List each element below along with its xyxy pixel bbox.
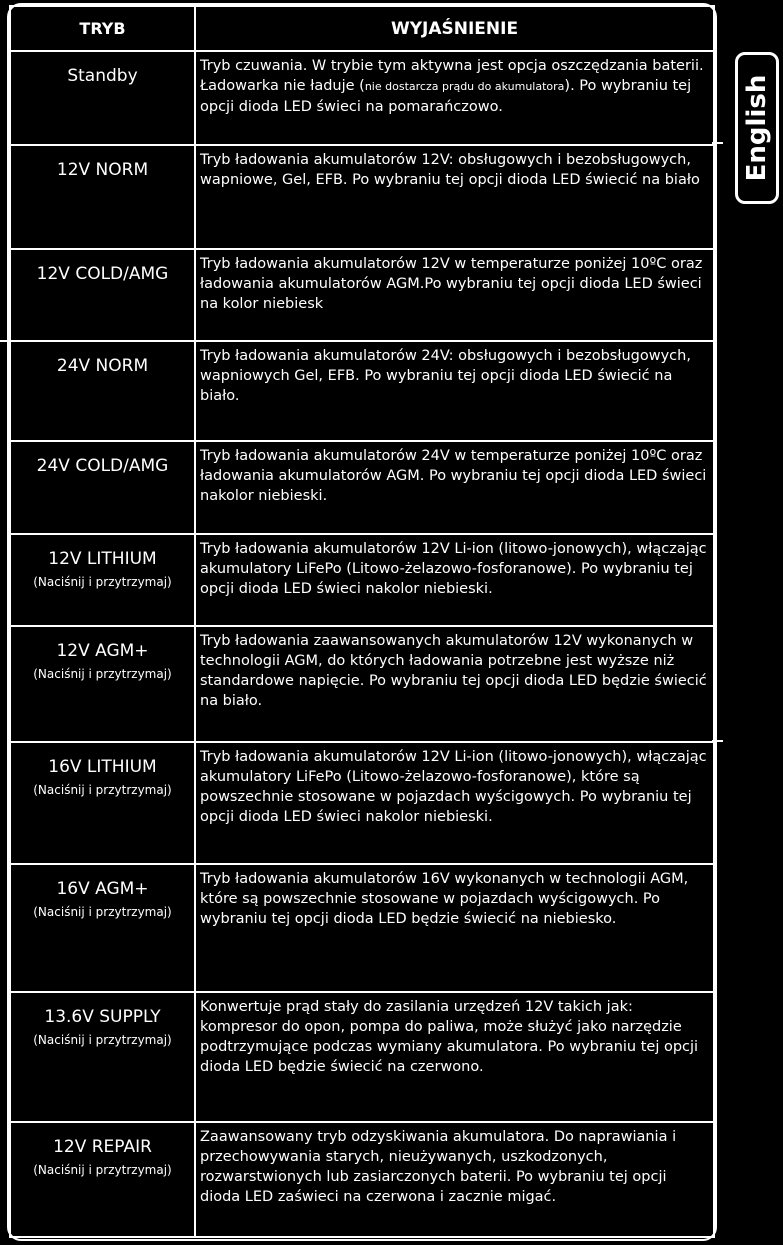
language-tab[interactable]	[735, 52, 779, 204]
description-cell	[195, 249, 714, 341]
table-row	[10, 992, 714, 1122]
mode-name: 24V NORM	[56, 356, 149, 376]
mode-name: 13.6V SUPPLY	[44, 1007, 161, 1027]
description-text: Tryb ładowania zaawansowanych akumulatorów 12V wykonanych w technologii AGM, do których ładowania potrzebne jest wyższe niż standardowe napięcie. Po wybraniu tej opcji dioda LED będzie świecić na biało.	[200, 633, 707, 709]
mode-name: 12V NORM	[56, 160, 149, 180]
divider-tick	[712, 142, 723, 144]
mode-name: 24V COLD/AMG	[36, 456, 169, 476]
description-text: Tryb ładowania akumulatorów 12V: obsługowych i bezobsługowych, wapniowe, Gel, EFB. Po wybraniu tej opcji dioda LED świecić na biało	[200, 152, 700, 188]
table-row	[10, 249, 714, 341]
mode-name: 16V AGM+	[56, 879, 149, 899]
divider-tick	[712, 740, 723, 742]
mode-name: 12V AGM+	[56, 641, 149, 661]
header-explanation: WYJAŚNIENIE	[195, 6, 714, 51]
mode-name: Standby	[67, 66, 138, 86]
mode-cell	[10, 626, 195, 742]
table-row	[10, 1122, 714, 1237]
mode-cell	[10, 51, 195, 145]
description-tail: ). Po wybraniu tej opcji dioda LED świeci na pomarańczowo.	[200, 78, 692, 115]
description-cell	[195, 51, 714, 145]
mode-cell	[10, 441, 195, 534]
description-cell	[195, 742, 714, 864]
description-text: Konwertuje prąd stały do zasilania urzędzeń 12V takich jak: kompresor do opon, pompa do paliwa, może służyć jako narzędzie podtrzymujące podczas wymiany akumulatora. Po wybraniu tej opcji dioda LED będzie świecić na czerwono.	[200, 999, 699, 1075]
mode-cell	[10, 864, 195, 992]
description-text: Tryb ładowania akumulatorów 12V Li-ion (litowo-jonowych), włączając akumulatory LiFePo (Litowo-żelazowo-fosforanowe). Po wybraniu tej opcji dioda LED świeci nakolor niebieski.	[200, 541, 707, 597]
mode-note: (Naciśnij i przytrzymaj)	[33, 1033, 172, 1047]
mode-note: (Naciśnij i przytrzymaj)	[33, 783, 172, 797]
description-text: Tryb ładowania akumulatorów 12V w temperaturze poniżej 10ºC oraz ładowania akumulatorów AGM.Po wybraniu tej opcji dioda LED świeci na kolor niebiesk	[200, 256, 703, 312]
mode-cell	[10, 992, 195, 1122]
description-cell	[195, 864, 714, 992]
mode-note: (Naciśnij i przytrzymaj)	[33, 1163, 172, 1177]
mode-cell	[10, 341, 195, 441]
mode-cell	[10, 742, 195, 864]
description-text: Tryb ładowania akumulatorów 12V Li-ion (litowo-jonowych), włączając akumulatory LiFePo (Litowo-żelazowo-fosforanowe), które są powszechnie stosowane w pojazdach wyścigowych. Po wybraniu tej opcji dioda LED świeci nakolor niebieski.	[200, 749, 707, 825]
description-text: Tryb ładowania akumulatorów 24V w temperaturze poniżej 10ºC oraz ładowania akumulatorów AGM. Po wybraniu tej opcji dioda LED świeci nakolor niebieski.	[200, 448, 707, 504]
description-cell	[195, 441, 714, 534]
description-cell	[195, 534, 714, 626]
description-text	[200, 56, 709, 117]
description-cell	[195, 1122, 714, 1237]
table-row	[10, 864, 714, 992]
mode-cell	[10, 1122, 195, 1237]
modes-table	[9, 5, 715, 1238]
header-mode: TRYB	[10, 6, 195, 51]
description-text: Tryb ładowania akumulatorów 16V wykonanych w technologii AGM, które są powszechnie stosowane w pojazdach wyścigowych. Po wybraniu tej opcji dioda LED będzie świecić na niebiesko.	[200, 871, 689, 927]
mode-cell	[10, 145, 195, 249]
description-cell	[195, 145, 714, 249]
table-row	[10, 742, 714, 864]
mode-note: (Naciśnij i przytrzymaj)	[33, 575, 172, 589]
description-text: Zaawansowany tryb odzyskiwania akumulatora. Do naprawiania i przechowywania starych, nieużywanych, uszkodzonych, rozwarstwionych lub zasiarczonych baterii. Po wybraniu tej opcji dioda LED zaświeci na czerwona i zacznie migać.	[200, 1129, 677, 1205]
table-row	[10, 51, 714, 145]
description-cell	[195, 626, 714, 742]
mode-name: 16V LITHIUM	[48, 757, 157, 777]
description-cell	[195, 341, 714, 441]
mode-name: 12V LITHIUM	[48, 549, 157, 569]
language-tab-label: English	[742, 74, 772, 182]
divider-tick	[0, 340, 9, 342]
description-small: nie dostarcza prądu do akumulatora	[364, 80, 565, 93]
mode-note: (Naciśnij i przytrzymaj)	[33, 905, 172, 919]
mode-cell	[10, 249, 195, 341]
table-row	[10, 626, 714, 742]
mode-note: (Naciśnij i przytrzymaj)	[33, 667, 172, 681]
table-row	[10, 341, 714, 441]
table-row	[10, 145, 714, 249]
description-cell	[195, 992, 714, 1122]
description-text: Tryb ładowania akumulatorów 24V: obsługowych i bezobsługowych, wapniowych Gel, EFB. Po wybraniu tej opcji dioda LED świecić na biało.	[200, 348, 691, 404]
table-header-row	[10, 6, 714, 51]
description-part: Tryb czuwania. W trybie tym aktywna jest opcja oszczędzania baterii. Ładowarka nie ładuje (	[200, 58, 704, 94]
table-row	[10, 441, 714, 534]
table-row	[10, 534, 714, 626]
mode-cell	[10, 534, 195, 626]
mode-name: 12V REPAIR	[53, 1137, 152, 1157]
mode-name: 12V COLD/AMG	[36, 264, 169, 284]
